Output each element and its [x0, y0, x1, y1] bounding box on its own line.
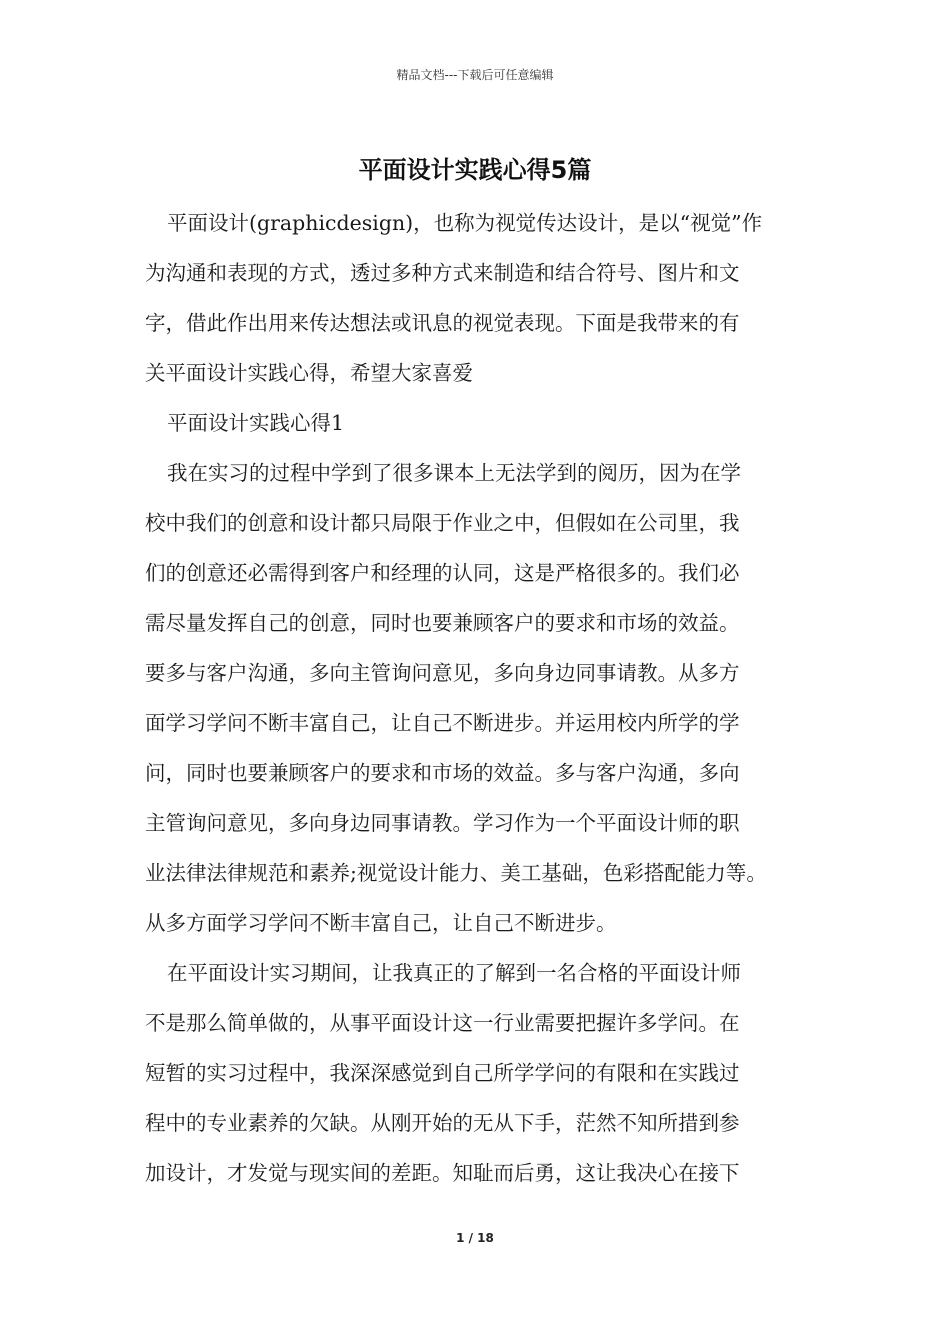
body-line: 面学习学问不断丰富自己，让自己不断进步。并运用校内所学的学: [145, 711, 740, 735]
body-line: 需尽量发挥自己的创意，同时也要兼顾客户的要求和市场的效益。: [145, 611, 740, 635]
body-line: 平面设计(graphicdesign)，也称为视觉传达设计，是以“视觉”作: [167, 211, 763, 235]
page-number: 1 / 18: [456, 1231, 494, 1245]
document-title: 平面设计实践心得5篇: [358, 156, 592, 184]
body-line: 从多方面学习学问不断丰富自己，让自己不断进步。: [145, 911, 617, 935]
section-heading: 平面设计实践心得1: [167, 411, 345, 435]
body-line: 加设计，才发觉与现实间的差距。知耻而后勇，这让我决心在接下: [145, 1161, 740, 1185]
body-line: 程中的专业素养的欠缺。从刚开始的无从下手，茫然不知所措到参: [145, 1111, 740, 1135]
body-line: 我在实习的过程中学到了很多课本上无法学到的阅历，因为在学: [167, 461, 741, 485]
page-header: 精品文档---下载后可任意编辑: [396, 68, 554, 82]
body-line: 校中我们的创意和设计都只局限于作业之中，但假如在公司里，我: [145, 511, 740, 535]
body-line: 们的创意还必需得到客户和经理的认同，这是严格很多的。我们必: [145, 561, 740, 585]
body-line: 字，借此作出用来传达想法或讯息的视觉表现。下面是我带来的有: [145, 311, 740, 335]
body-line: 在平面设计实习期间，让我真正的了解到一名合格的平面设计师: [167, 961, 741, 985]
body-line: 业法律法律规范和素养;视觉设计能力、美工基础，色彩搭配能力等。: [145, 861, 767, 885]
body-line: 问，同时也要兼顾客户的要求和市场的效益。多与客户沟通，多向: [145, 761, 740, 785]
body-line: 不是那么简单做的，从事平面设计这一行业需要把握许多学问。在: [145, 1011, 740, 1035]
body-line: 短暂的实习过程中，我深深感觉到自己所学学问的有限和在实践过: [145, 1061, 740, 1085]
body-line: 关平面设计实践心得，希望大家喜爱: [145, 361, 473, 385]
body-line: 为沟通和表现的方式，透过多种方式来制造和结合符号、图片和文: [145, 261, 740, 285]
body-line: 要多与客户沟通，多向主管询问意见，多向身边同事请教。从多方: [145, 661, 740, 685]
body-line: 主管询问意见，多向身边同事请教。学习作为一个平面设计师的职: [145, 811, 740, 835]
